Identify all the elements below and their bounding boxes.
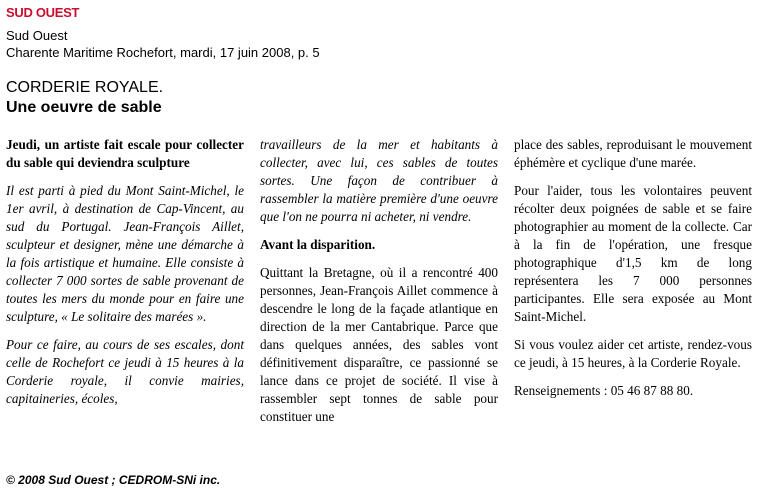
paragraph-disparition-continued [514, 136, 752, 172]
source-name: Sud Ouest [6, 28, 68, 43]
article-column-2 [260, 136, 498, 436]
paragraph-disparition-part1: Quittant la Bretagne, où il a rencontré 400 personnes, Jean-François Aillet commence à descendre le long de la façade atlantique en direction de la mer Cantabrique. Parce que dans quelques années, des sables vont définitivement disparaître, ce passionné se lance dans ce projet de société. Il vise à rassembler sept tonnes de sable pour constituer une [260, 265, 498, 424]
dateline: Charente Maritime Rochefort, mardi, 17 juin 2008, p. 5 [6, 45, 320, 60]
paragraph-escales [6, 336, 244, 408]
paragraph-escales-part1: Pour ce faire, au cours de ses escales, dont celle de Rochefort ce jeudi à 15 heures à la Corderie royale, il convie mairies, capitaineries, écoles, [6, 337, 244, 406]
paragraph-escales-continued [260, 136, 498, 226]
article-column-1 [6, 136, 244, 418]
paragraph-disparition-part2: place des sables, reproduisant le mouvement éphémère et cyclique d'une marée. [514, 137, 752, 170]
article-column-3 [514, 136, 752, 410]
paragraph-escales-part2: travailleurs de la mer et habitants à collecter, avec lui, ces sables de toutes sortes. Une façon de contribuer à rassembler la matière première d'une oeuvre que l'on ne pourra ni acheter, ni vendre. [260, 137, 498, 224]
copyright-notice: © 2008 Sud Ouest ; CEDROM-SNi inc. [6, 473, 221, 487]
article-headline: Une oeuvre de sable [6, 99, 162, 116]
paragraph-rendez-vous: Si vous voulez aider cet artiste, rendez-vous ce jeudi, à 15 heures, à la Corderie Royale. [514, 337, 752, 370]
paragraph-disparition [260, 264, 498, 426]
paragraph-renseignements: Renseignements : 05 46 87 88 80. [514, 383, 694, 398]
paragraph-volontaires: Pour l'aider, tous les volontaires peuvent récolter deux poignées de sable et se faire photographier au moment de la collecte. Car à la fin de l'opération, une fresque photographique d'1,5 km de long représentera les 7 000 personnes participantes. Elle sera exposée au Mont Saint-Michel. [514, 183, 752, 324]
paragraph-intro: Il est parti à pied du Mont Saint-Michel, le 1er avril, à destination de Cap-Vincent, au sud du Portugal. Jean-François Aillet, sculpteur et designer, mène une démarche à la fois artistique et humaine. Elle consiste à collecter 7 000 sortes de sable provenant de toutes les mers du monde pour en faire une sculpture, « Le solitaire des marées ». [6, 183, 244, 324]
article-subhead: Avant la disparition. [260, 237, 376, 252]
article-lead: Jeudi, un artiste fait escale pour collecter du sable qui deviendra sculpture [6, 137, 244, 170]
article-kicker: CORDERIE ROYALE. [6, 79, 164, 96]
publication-logo: SUD OUEST [6, 5, 80, 20]
